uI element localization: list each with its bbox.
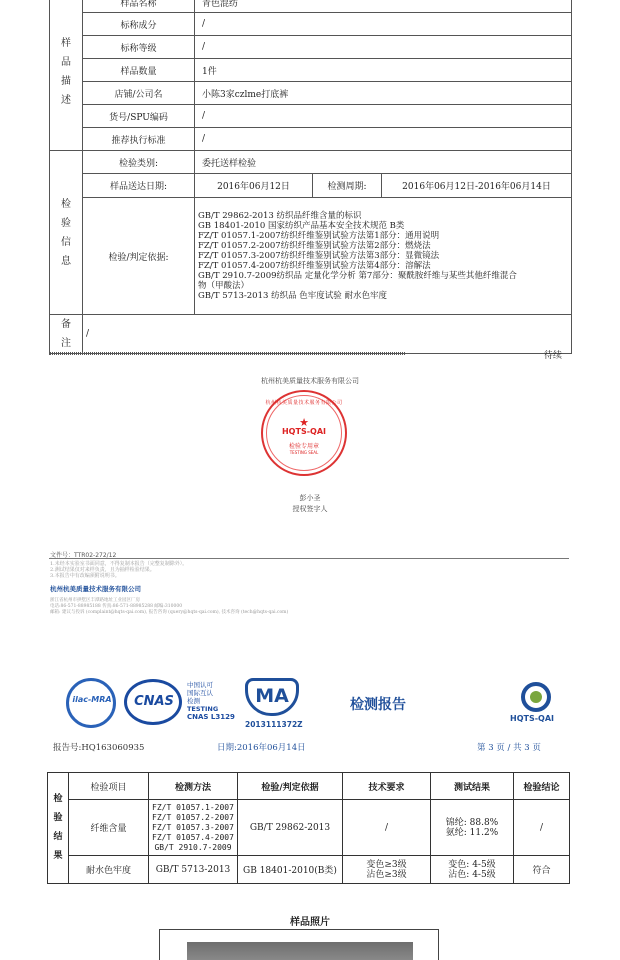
report-title: 检测报告 [350, 697, 406, 713]
method-line: FZ/T 01057.2-2007纺织纤维鉴别试验方法第2部分：燃烧法 [198, 241, 431, 251]
hqts-logo-text: HQTS-QAI [510, 714, 555, 723]
signer-title: 授权签字人 [292, 505, 328, 513]
category-value: 委托送样检验 [195, 151, 572, 174]
sample-photo [187, 942, 413, 960]
cell-result: 变色: 4-5级 沾色: 4-5级 [431, 856, 514, 884]
category-label: 检验类别: [83, 151, 195, 174]
row-value: / [195, 105, 572, 128]
header-requirement: 技术要求 [343, 773, 431, 800]
hqts-logo-icon [521, 682, 551, 712]
methods-list [195, 198, 572, 315]
cnas-logo: CNAS [124, 679, 182, 725]
page-info: 第 3 页 / 共 3 页 [477, 743, 541, 753]
period-label: 检测周期: [313, 174, 382, 198]
arrival-date-label: 样品送达日期: [83, 174, 195, 198]
company-name: 杭州杭美质量技术服务有限公司 [261, 377, 359, 385]
method-line: GB/T 5713-2013 纺织品 色牢度试验 耐水色牢度 [198, 291, 388, 301]
cell-method: GB/T 5713-2013 [149, 856, 238, 884]
row-label: 标称等级 [83, 36, 195, 59]
row-label: 标称成分 [83, 13, 195, 36]
row-value: / [195, 128, 572, 151]
cell-basis: GB 18401-2010(B类) [238, 856, 343, 884]
cell-basis: GB/T 29862-2013 [238, 800, 343, 856]
header-result: 测试结果 [431, 773, 514, 800]
footer-notes: 1.未经本实验室书面同意，不得复制本报告（完整复制除外）。 2.测试结果仅对来样负责，且为抽样检验结果。 3.本报告中有改编须附说明书。 [50, 561, 188, 579]
arrival-date-value: 2016年06月12日 [195, 174, 313, 198]
section-test-label: 检 验 信 息 [50, 151, 83, 315]
method-line: GB 18401-2010 国家纺织产品基本安全技术规范 B类 [198, 221, 405, 231]
seal-sub1: 检验专用章 [288, 443, 319, 450]
signer-name: 彭小圣 [299, 494, 321, 502]
row-label: 店铺/公司名 [83, 82, 195, 105]
file-number: 文件号：TTR02-272/12 [50, 552, 117, 559]
method-line: FZ/T 01057.4-2007纺织纤维鉴别试验方法第4部分：溶解法 [198, 261, 431, 271]
seal-brand: HQTS-QAI [281, 427, 326, 436]
period-value: 2016年06月12日-2016年06月14日 [382, 174, 572, 198]
method-line: FZ/T 01057.1-2007纺织纤维鉴别试验方法第1部分：通用说明 [198, 231, 440, 241]
row-value: 1件 [195, 59, 572, 82]
section-remarks-label: 备 注 [50, 315, 83, 354]
row-value: / [195, 36, 572, 59]
results-table [47, 772, 570, 884]
table-row [48, 800, 570, 856]
row-label: 样品数量 [83, 59, 195, 82]
official-seal: 杭州杭美质量技术服务有限公司 ★ HQTS-QAI 检验专用章 TESTING SEAL [261, 390, 347, 476]
cell-result: 锦纶: 88.8% 氨纶: 11.2% [431, 800, 514, 856]
method-line: FZ/T 01057.3-2007纺织纤维鉴别试验方法第3部分：显微镜法 [198, 251, 440, 261]
footer-address: 浙江省杭州市拱墅区丰潭路地址工业园区厂房 电话:86-571-88985188 传真:86-571-88985288 邮编:310000 邮箱: 建议与投诉 (complaint@hqts-qai.com), 报告咨询 (query@hqts-qai.com), 技术咨询 (tech@hqts-qai.com) [50, 598, 289, 615]
header-conclusion: 检验结论 [514, 773, 570, 800]
cma-logo: MA [245, 678, 299, 716]
footer-company: 杭州杭美质量技术服务有限公司 [50, 585, 141, 593]
row-label: 货号/SPU编码 [83, 105, 195, 128]
basis-label: 检验/判定依据: [83, 198, 195, 315]
dotted-divider [49, 352, 405, 355]
report-date: 日期:2016年06月14日 [217, 743, 306, 753]
cell-conclusion: 符合 [514, 856, 570, 884]
row-value: 青色混纺 [195, 0, 572, 13]
remarks-value: / [83, 315, 572, 354]
ilac-mra-logo: ilac-MRA [66, 678, 116, 728]
row-label: 推荐执行标准 [83, 128, 195, 151]
cell-item: 纤维含量 [69, 800, 149, 856]
cma-number: 2013111372Z [245, 720, 303, 729]
cell-methods: FZ/T 01057.1-2007 FZ/T 01057.2-2007 FZ/T 01057.3-2007 FZ/T 01057.4-2007 GB/T 2910.7-2009 [149, 800, 238, 856]
row-value: / [195, 13, 572, 36]
header-method: 检测方法 [149, 773, 238, 800]
cell-item: 耐水色牢度 [69, 856, 149, 884]
continued-label: 待续 [544, 351, 563, 361]
method-line: GB/T 29862-2013 纺织品纤维含量的标识 [198, 211, 362, 221]
sample-photo-frame [159, 929, 439, 960]
table-row [48, 856, 570, 884]
cell-requirement: / [343, 800, 431, 856]
seal-ring-text: 杭州杭美质量技术服务有限公司 [265, 400, 343, 406]
method-line: GB/T 2910.7-2009纺织品 定量化学分析 第7部分：聚酰胺纤维与某些其他纤维混合 [198, 271, 517, 281]
report-number: 报告号:HQ163060935 [53, 743, 145, 753]
row-value: 小陈3家czlme打底裤 [195, 82, 572, 105]
footer-rule [49, 558, 569, 559]
photo-title: 样品照片 [290, 917, 330, 928]
cell-conclusion: / [514, 800, 570, 856]
row-label: 样品名称 [83, 0, 195, 13]
seal-sub2: TESTING SEAL [289, 450, 319, 455]
header-item: 检验项目 [69, 773, 149, 800]
section-sample-label: 样 品 描 述 [50, 0, 83, 151]
cell-requirement: 变色≥3级 沾色≥3级 [343, 856, 431, 884]
sample-info-table [49, 0, 572, 354]
cnas-text: 中国认可 国际互认 检测 TESTING CNAS L3129 [187, 681, 235, 721]
header-basis: 检验/判定依据 [238, 773, 343, 800]
results-section-label: 检 验 结 果 [48, 773, 69, 884]
method-line: 物（甲酸法） [198, 281, 250, 291]
